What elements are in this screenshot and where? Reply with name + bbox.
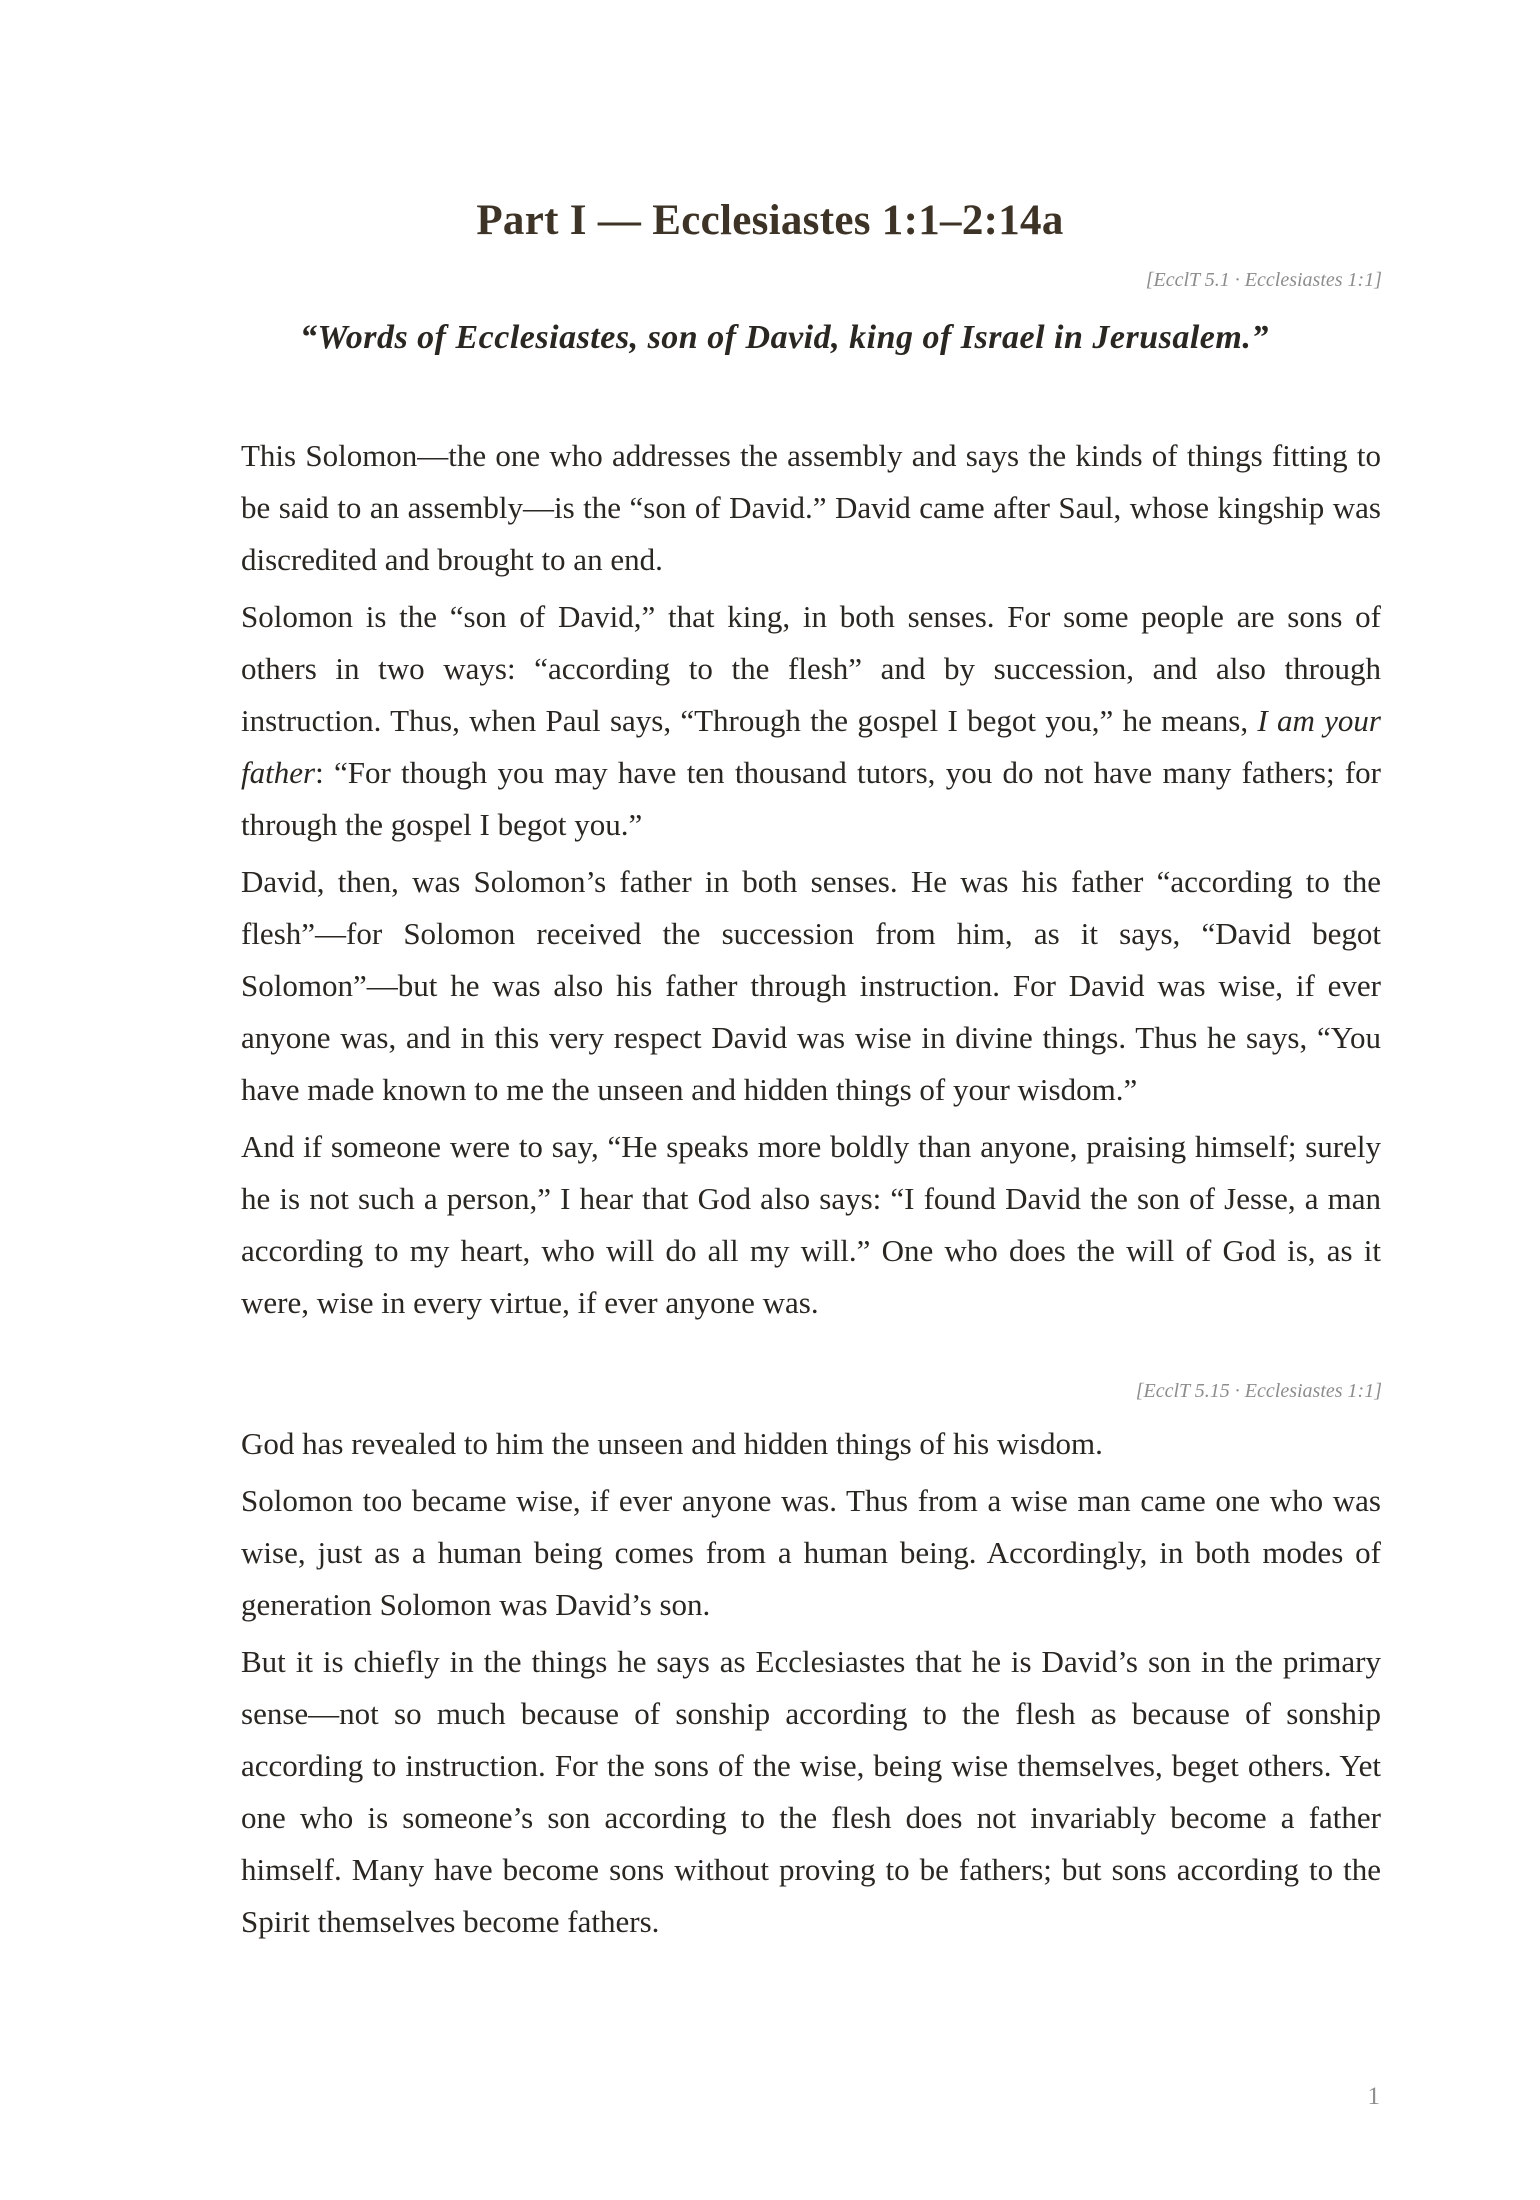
paragraph [241, 591, 1381, 851]
paragraph: David, then, was Solomon’s father in both senses. He was his father “according to the flesh”—for Solomon received the succession from him, as it says, “David begot Solomon”—but he was also his father through instruction. For David was wise, if ever anyone was, and in this very respect David was wise in divine things. Thus he says, “You have made known to me the unseen and hidden things of your wisdom.” [241, 864, 1381, 1107]
paragraph-text: Solomon is the “son of David,” that king, in both senses. For some people are sons of others in two ways: “according to the flesh” and by succession, and also through instruction. Thus, when Paul says, “Through the gospel I begot you,” he means, [241, 599, 1381, 738]
paragraph: This Solomon—the one who addresses the assembly and says the kinds of things fitting to be said to an assembly—is the “son of David.” David came after Saul, whose kingship was discredited and brought to an end. [241, 438, 1381, 577]
paragraph: Solomon too became wise, if ever anyone was. Thus from a wise man came one who was wise, just as a human being comes from a human being. Accordingly, in both modes of generation Solomon was David’s son. [241, 1483, 1381, 1622]
page-number: 1 [1367, 2083, 1380, 2110]
lemma-quote: “Words of Ecclesiastes, son of David, king of Israel in Jerusalem.” [300, 319, 1269, 356]
paragraph-text: : “For though you may have ten thousand tutors, you do not have many fathers; for through the gospel I begot you.” [241, 755, 1381, 842]
paragraph: But it is chiefly in the things he says as Ecclesiastes that he is David’s son in the primary sense—not so much because of sonship according to the flesh as because of sonship according to instruction. For the sons of the wise, being wise themselves, beget others. Yet one who is someone’s son according to the flesh does not invariably become a father himself. Many have become sons without proving to be fathers; but sons according to the Spirit themselves become fathers. [241, 1644, 1381, 1939]
emphasis-text: I am your father [241, 703, 1381, 790]
commentary-block [241, 1418, 1381, 1953]
paragraph: God has revealed to him the unseen and hidden things of his wisdom. [241, 1426, 1103, 1461]
reference-marker: [EcclT 5.1 · Ecclesiastes 1:1] [1145, 269, 1382, 291]
reference-marker: [EcclT 5.15 · Ecclesiastes 1:1] [1135, 1380, 1382, 1402]
commentary-block [241, 430, 1381, 1334]
part-heading: Part I — Ecclesiastes 1:1–2:14a [476, 197, 1064, 244]
paragraph: And if someone were to say, “He speaks more boldly than anyone, praising himself; surely he is not such a person,” I hear that God also says: “I found David the son of Jesse, a man according to my heart, who will do all my will.” One who does the will of God is, as it were, wise in every virtue, if ever anyone was. [241, 1129, 1381, 1320]
